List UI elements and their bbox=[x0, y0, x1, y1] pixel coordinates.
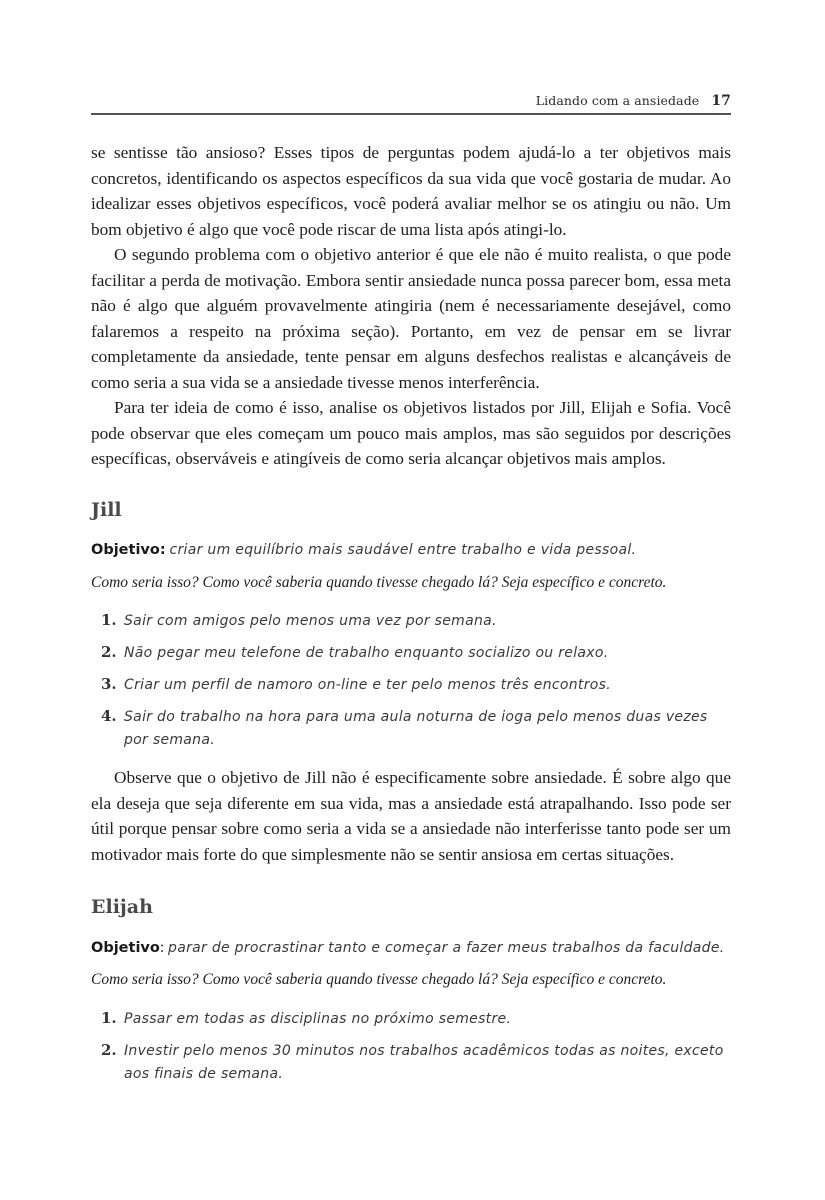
objective-line bbox=[91, 935, 731, 962]
paragraph: se sentisse tão ansioso? Esses tipos de perguntas podem ajudá-lo a ter objetivos mais concretos, identificando os aspectos específicos da sua vida que você gostaria de mudar. Ao idealizar esses objetivos específicos, você poderá avaliar melhor se os atingiu ou não. Um bom objetivo é algo que você pode riscar de uma lista após atingi-lo. bbox=[91, 143, 731, 239]
objective-label: Objetivo: bbox=[91, 542, 166, 558]
objective-label: Objetivo bbox=[91, 939, 160, 956]
list-item bbox=[91, 1039, 731, 1085]
header-rule bbox=[91, 113, 731, 115]
item-text: Sair do trabalho na hora para uma aula noturna de ioga pelo menos duas vezes por semana. bbox=[124, 709, 708, 748]
list-item bbox=[91, 1007, 731, 1030]
paragraph: Observe que o objetivo de Jill não é especificamente sobre ansiedade. É sobre algo que ela deseja que seja diferente em sua vida, mas a ansiedade está atrapalhando. Isso pode ser útil porque pensar sobre como seria a vida se a ansiedade não interferisse tanto pode ser um motivador mais forte do que simplesmente não se sentir ansiosa em certas situações. bbox=[91, 768, 731, 864]
goal-list bbox=[91, 609, 731, 751]
item-number: 1. bbox=[101, 611, 117, 629]
section-jill bbox=[91, 498, 731, 868]
item-text: Investir pelo menos 30 minutos nos trabalhos acadêmicos todas as noites, exceto aos finais de semana. bbox=[124, 1042, 724, 1082]
item-text: Sair com amigos pelo menos uma vez por semana. bbox=[124, 613, 497, 629]
item-number: 3. bbox=[101, 675, 117, 693]
item-number: 2. bbox=[101, 643, 117, 661]
section-heading: Jill bbox=[91, 498, 122, 521]
item-number: 2. bbox=[101, 1040, 117, 1059]
page-number: 17 bbox=[711, 93, 731, 109]
section-elijah bbox=[91, 895, 731, 1085]
objective-text: criar um equilíbrio mais saudável entre trabalho e vida pessoal. bbox=[169, 542, 637, 558]
paragraph: O segundo problema com o objetivo anterior é que ele não é muito realista, o que pode facilitar a perda de motivação. Embora sentir ansiedade nunca possa parecer bom, essa meta não é algo que alguém provavelmente atingiria (nem é necessariamente desejável, como falaremos a respeito na próxima seção). Portanto, em vez de pensar em se livrar completamente da ansiedade, tente pensar em alguns desfechos realistas e alcançáveis de como seria a sua vida se a ansiedade tivesse menos interferência. bbox=[91, 245, 731, 392]
body-text bbox=[91, 140, 731, 1094]
objective-line bbox=[91, 537, 731, 564]
paragraph: Para ter ideia de como é isso, analise os objetivos listados por Jill, Elijah e Sofia. Você pode observar que eles começam um pouco mais amplos, mas são seguidos por descrições específicas, observáveis e atingíveis de como seria alcançar objetivos mais amplos. bbox=[91, 398, 731, 468]
item-text: Passar em todas as disciplinas no próximo semestre. bbox=[124, 1010, 512, 1027]
goal-list bbox=[91, 1007, 731, 1085]
objective-colon: : bbox=[159, 938, 165, 956]
running-title: Lidando com a ansiedade bbox=[535, 93, 700, 108]
running-header bbox=[91, 93, 731, 109]
list-item bbox=[91, 673, 731, 696]
item-text: Não pegar meu telefone de trabalho enquanto socializo ou relaxo. bbox=[124, 645, 609, 661]
item-text: Criar um perfil de namoro on-line e ter pelo menos três encontros. bbox=[124, 677, 611, 693]
prompt-question: Como seria isso? Como você saberia quando tivesse chegado lá? Seja específico e concreto. bbox=[91, 971, 667, 988]
list-item bbox=[91, 705, 731, 751]
list-item bbox=[91, 609, 731, 632]
objective-text: parar de procrastinar tanto e começar a fazer meus trabalhos da faculdade. bbox=[168, 939, 725, 956]
item-number: 1. bbox=[101, 1008, 117, 1027]
section-heading: Elijah bbox=[91, 896, 153, 918]
prompt-question: Como seria isso? Como você saberia quando tivesse chegado lá? Seja específico e concreto. bbox=[91, 573, 667, 591]
list-item bbox=[91, 641, 731, 664]
item-number: 4. bbox=[101, 707, 117, 725]
